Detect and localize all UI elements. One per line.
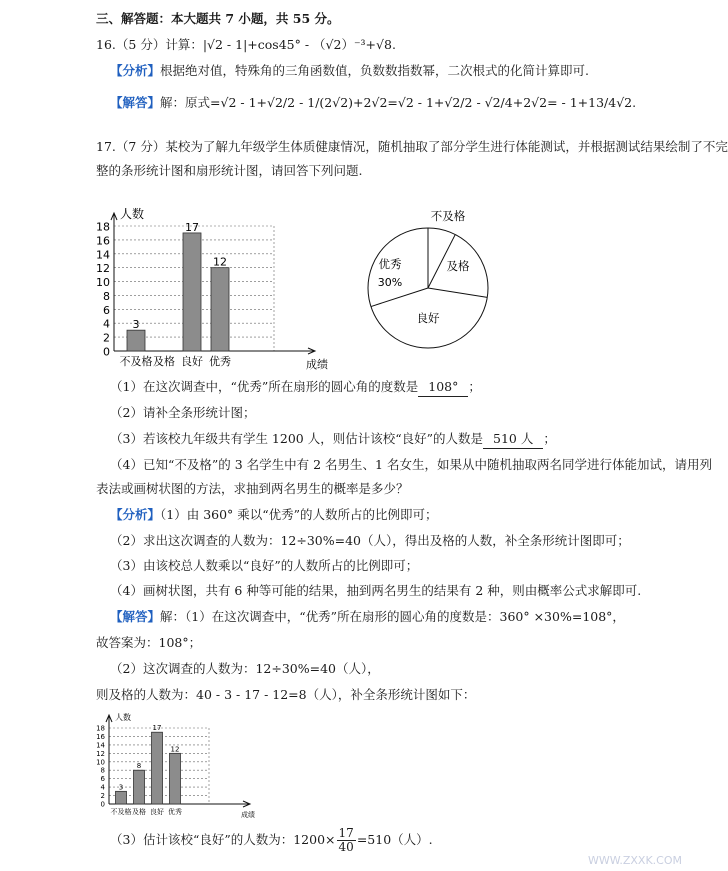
- q16-analysis: [110, 62, 589, 80]
- watermark: WWW.ZXXK.COM: [587, 854, 682, 867]
- q16-answer-tag: 【解答】: [110, 95, 161, 110]
- pie-slice-label: 及格: [446, 259, 470, 273]
- y-tick-label: 8: [100, 766, 105, 775]
- q16-stem: [96, 36, 396, 54]
- q16-score: （5 分）计算：: [115, 37, 203, 52]
- q17-sub3: [110, 430, 556, 449]
- y-tick-label: 16: [96, 732, 105, 741]
- y-tick-label: 10: [96, 758, 105, 767]
- q17-sub1-text: （1）在这次调查中，“优秀”所在扇形的圆心角的度数是: [110, 379, 419, 394]
- q17-stem-line1: [96, 138, 728, 156]
- y-tick-label: 12: [96, 262, 110, 276]
- q17-analysis-1: [110, 506, 438, 524]
- x-tick-label: 及格: [132, 808, 146, 816]
- bar: [183, 233, 201, 351]
- q17-sub2: （2）请补全条形统计图；: [110, 405, 256, 420]
- fraction-numerator: 17: [338, 826, 354, 840]
- y-tick-label: 8: [103, 289, 110, 303]
- pie-slice-edge: [371, 288, 428, 307]
- x-tick-label: 良好: [181, 355, 203, 368]
- y-tick-label: 2: [100, 792, 105, 801]
- data-label: 3: [118, 783, 124, 792]
- q17-analysis-text1: （1）由 360° 乘以“优秀”的人数所占的比例即可；: [160, 507, 438, 522]
- x-tick-label: 良好: [150, 808, 164, 816]
- data-label: 17: [185, 220, 199, 234]
- q17-analysis-2: （2）求出这次调查的人数为：12÷30%=40（人），得出及格的人数，补全条形统计图即可；: [110, 533, 630, 548]
- q17-sub1-answer: 108°: [418, 378, 468, 397]
- pie-slice-percent: 30%: [377, 276, 403, 289]
- q17-solution-1b: 故答案为：108°；: [96, 635, 202, 650]
- y-tick-label: 18: [96, 724, 105, 733]
- y-tick-label: 14: [96, 741, 105, 750]
- q16-answer-expression: √2 - 1+√2/2 - 1/(2√2)+2√2=√2 - 1+√2/2 - √2/4+2√2= - 1+13/4√2.: [220, 95, 637, 110]
- q17-sub4-line1: （4）已知“不及格”的 3 名学生中有 2 名男生、1 名女生，如果从中随机抽取两名同学进行体能加试，请用列: [110, 457, 712, 472]
- y-tick-label: 10: [96, 276, 110, 290]
- q16-answer-prefix: 解：原式=: [160, 95, 221, 110]
- q17-analysis-tag: 【分析】: [110, 507, 161, 522]
- q17-sub3-text: （3）若该校九年级共有学生 1200 人，则估计该校“良好”的人数是: [110, 431, 483, 446]
- y-tick-label: 14: [96, 248, 110, 262]
- q17-solution-2: （2）这次调查的人数为：12÷30%=40（人），: [110, 661, 380, 676]
- q17-sub1: [110, 378, 481, 397]
- q17-solution-3: [110, 826, 433, 854]
- data-label: 3: [132, 318, 140, 332]
- y-tick-label: 12: [96, 749, 105, 758]
- y-axis-label: 人数: [115, 713, 131, 722]
- x-axis-label: 成绩: [306, 358, 328, 371]
- q17-solution-text1: 解：（1）在这次调查中，“优秀”所在扇形的圆心角的度数是：360° ×30%=108°，: [160, 609, 625, 624]
- y-tick-label: 6: [100, 775, 105, 784]
- y-tick-label: 0: [103, 345, 110, 359]
- pie-slice-label: 优秀: [378, 257, 402, 271]
- q17-solution-3-text: （3）估计该校“良好”的人数为：1200×: [110, 832, 336, 847]
- bar: [116, 791, 127, 804]
- fraction-17-40: [337, 827, 356, 854]
- q16-analysis-text: 根据绝对值，特殊角的三角函数值，负数数指数幂，二次根式的化简计算即可.: [160, 63, 589, 78]
- x-tick-label: 不及格: [110, 808, 132, 816]
- q17-sub3-end: ；: [543, 431, 556, 446]
- x-tick-label: 优秀: [209, 355, 231, 368]
- y-tick-label: 2: [103, 331, 110, 345]
- q17-number: 17.: [96, 139, 116, 154]
- data-label: 8: [136, 762, 142, 771]
- y-tick-label: 18: [96, 220, 110, 234]
- q17-sub1-end: ；: [468, 379, 481, 394]
- x-axis-label: 成绩: [241, 811, 255, 819]
- bar: [134, 770, 145, 804]
- q16-answer: [110, 94, 636, 112]
- q16-analysis-tag: 【分析】: [110, 63, 161, 78]
- y-axis-label: 人数: [120, 207, 145, 221]
- data-label: 12: [170, 745, 180, 754]
- x-tick-label: 及格: [153, 355, 175, 368]
- bar: [211, 268, 229, 351]
- q17-stem-text1: （7 分）某校为了解九年级学生体质健康情况，随机抽取了部分学生进行体能测试，并根据测试结果绘制了不完: [115, 139, 728, 154]
- q17-solution-1: [110, 608, 625, 626]
- bar: [152, 732, 163, 804]
- bar: [170, 753, 181, 804]
- q17-sub4-line2: 表法或画树状图的方法，求抽到两名男生的概率是多少？: [96, 481, 409, 496]
- bar-chart-incomplete: [92, 188, 328, 378]
- y-tick-label: 0: [100, 800, 105, 809]
- q17-stem-line2: 整的条形统计图和扇形统计图，请回答下列问题.: [96, 163, 363, 178]
- pie-chart: [360, 200, 500, 350]
- y-tick-label: 6: [103, 303, 110, 317]
- q17-sub3-answer: 510 人: [483, 430, 543, 449]
- data-label: 17: [152, 724, 162, 733]
- y-tick-label: 4: [103, 317, 110, 331]
- bar: [127, 330, 145, 351]
- q16-expression: |√2 - 1|+cos45° - （√2）⁻³+√8.: [202, 37, 396, 52]
- x-tick-label: 优秀: [168, 808, 182, 816]
- x-tick-label: 不及格: [119, 355, 153, 368]
- q17-solution-2b: 则及格的人数为：40 - 3 - 17 - 12=8（人），补全条形统计图如下：: [96, 687, 476, 702]
- pie-slice-label: 不及格: [430, 209, 466, 223]
- data-label: 12: [213, 255, 227, 269]
- q17-analysis-3: （3）由该校总人数乘以“良好”的人数所占的比例即可；: [110, 558, 419, 573]
- q17-analysis-4: （4）画树状图，共有 6 种等可能的结果，抽到两名男生的结果有 2 种，则由概率公式求解即可.: [110, 583, 642, 598]
- pie-slice-label: 良好: [416, 311, 440, 325]
- q16-number: 16.: [96, 37, 116, 52]
- bar-chart-complete: [92, 704, 262, 824]
- q17-solution-tag: 【解答】: [110, 609, 161, 624]
- fraction-denominator: 40: [338, 840, 354, 854]
- section-title: 三、解答题：本大题共 7 小题，共 55 分。: [96, 11, 340, 26]
- y-tick-label: 16: [96, 234, 110, 248]
- y-tick-label: 4: [100, 783, 105, 792]
- pie-slice-edge: [428, 288, 487, 297]
- q17-solution-3-end: =510（人）.: [356, 832, 433, 847]
